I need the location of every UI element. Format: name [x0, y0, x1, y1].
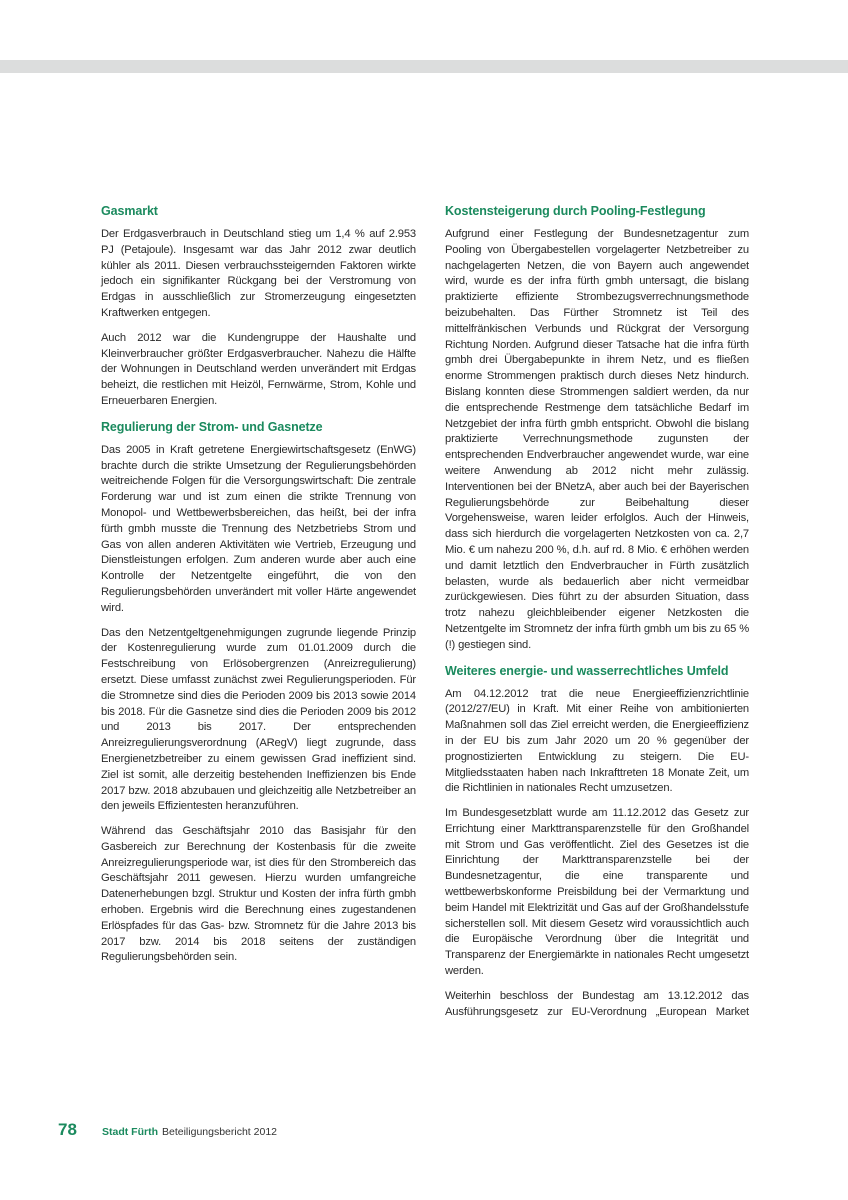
right-column [445, 203, 749, 1029]
footer-report-title: Beteiligungsbericht 2012 [162, 1126, 277, 1138]
section-gasmarkt [101, 203, 416, 410]
page-footer [58, 1120, 277, 1140]
section-umfeld [445, 663, 749, 1021]
section-heading: Kostensteigerung durch Pooling-Festlegung [445, 204, 706, 218]
page-number: 78 [58, 1120, 77, 1139]
section-kostensteigerung [445, 203, 749, 654]
section-heading: Regulierung der Strom- und Gasnetze [101, 419, 323, 434]
paragraph: Während das Geschäftsjahr 2010 das Basisjahr für den Gasbereich zur Berechnung der Kostenbasis für die zweite Anreizregulierungsperiode war, ist dies für den Strombereich das Geschäftsjahr 2011 gewesen. Hierzu wurden umfangreiche Datenerhebungen bzgl. Struktur und Kosten der infra fürth gmbh erhoben. Ergebnis wird die Berechnung eines zugestandenen Erlöspfades für das Gas- bzw. Stromnetz für die Jahre 2013 bis 2017 bzw. 2014 bis 2018 seitens der zuständigen Regulierungsbehörden sein. [101, 825, 416, 964]
paragraph: Weiterhin beschloss der Bundestag am 13.12.2012 das Ausführungsgesetz zur EU-Verordnung „European Market [445, 989, 749, 1018]
paragraph: Am 04.12.2012 trat die neue Energieeffizienzrichtlinie (2012/27/EU) in Kraft. Mit einer Reihe von ambitionierten Maßnahmen soll das Ziel erreicht werden, die Energieeffizienz in der EU bis zum Jahr 2020 um 20 % gegenüber der prognostizierten Entwicklung zu steigern. Die EU-Mitgliedsstaaten haben nach Inkrafttreten 18 Monate Zeit, um die Richtlinien in nationales Recht umzusetzen. [445, 687, 749, 795]
footer-brand: Stadt Fürth [102, 1126, 158, 1138]
paragraph: Im Bundesgesetzblatt wurde am 11.12.2012 das Gesetz zur Errichtung einer Markttransparenzstelle für den Großhandel mit Strom und Gas veröffentlicht. Ziel des Gesetzes ist die Einrichtung der Markttransparenzstelle bei der Bundesnetzagentur, die eine transparente und wettbewerbskonforme Preisbildung bei der Vermarktung und beim Handel mit Elektrizität und Gas auf der Großhandelsstufe sicherstellen soll. Mit diesem Gesetz wird voraussichtlich auch die Europäische Verordnung über die Integrität und Transparenz der Energiemärkte in nationales Recht umgesetzt werden. [445, 807, 749, 978]
paragraph: Das den Netzentgeltgenehmigungen zugrunde liegende Prinzip der Kostenregulierung wurde zum 01.01.2009 durch die Festschreibung von Erlösobergrenzen (Anreizregulierung) ersetzt. Diese umfasst zunächst zwei Regulierungsperioden. Für die Stromnetze sind dies die Perioden 2009 bis 2013 sowie 2014 bis 2018. Für die Gasnetze sind dies die Perioden 2009 bis 2012 und 2013 bis 2017. Der entsprechenden Anreizregulierungsverordnung (ARegV) liegt zugrunde, dass Energienetzbetreiber zu einem gewissen Grad ineffizient sind. Ziel ist somit, alle derzeitig bestehenden Ineffizienzen bis Ende 2017 bzw. 2018 abzubauen und gleichzeitig alle Netzbetreiber an den jeweils Effizientesten heranzuführen. [101, 626, 416, 813]
section-heading: Weiteres energie- und wasserrechtliches Umfeld [445, 663, 729, 678]
paragraph: Der Erdgasverbrauch in Deutschland stieg um 1,4 % auf 2.953 PJ (Petajoule). Insgesamt war das Jahr 2012 zwar deutlich kühler als 2011. Diesen verbrauchssteigernden Faktoren wirkte jedoch ein signifikanter Rückgang bei der Verstromung von Erdgas in ausschließlich zur Stromerzeugung eingesetzten Kraftwerken entgegen. [101, 228, 416, 319]
top-bar [0, 60, 848, 73]
left-column [101, 203, 416, 975]
paragraph: Das 2005 in Kraft getretene Energiewirtschaftsgesetz (EnWG) brachte durch die strikte Umsetzung der Regulierungsbehörden weitreichende Folgen für die Versorgungswirtschaft: Die zentrale Forderung war und ist zum einen die strikte Trennung von Monopol- und Wettbewerbsbereichen, das heißt, bei der infra fürth gmbh musste die Trennung des Netzbetriebs Strom und Gas von allen anderen Aktivitäten wie Vertrieb, Erzeugung und Dienstleistungen erfolgen. Zum anderen wurde aber auch eine Kontrolle der Netzentgelte eingeführt, die von den Regulierungsbehörden unverändert mit voller Härte angewendet wird. [101, 443, 416, 614]
paragraph: Aufgrund einer Festlegung der Bundesnetzagentur zum Pooling von Übergabestellen vorgelagerter Netzbetreiber zu nachgelagerten Netzen, die von Bayern auch angewendet wird, wurde es der infra fürth gmbh untersagt, die bislang praktizierte effiziente Strombezugsverrechnungsmethode beizubehalten. Das Fürther Stromnetz ist Teil des mittelfränkischen Verbunds und Rückgrat der Versorgung Richtung Norden. Aufgrund dieser Tatsache hat die infra fürth gmbh drei Übergabepunkte in ihrem Netz, und es fließen enorme Strommengen praktisch durch dieses Netz hindurch. Bislang konnten diese Strommengen saldiert werden, da nur die entsprechende Restmenge dem tatsächliche Bedarf im Netzgebiet der infra fürth gmbh entspricht. Obwohl die bislang praktizierte Verrechnungsmethode zugunsten der entsprechenden Endverbraucher angewendet wurde, war eine weitere Anwendung ab 2012 nicht mehr zulässig. Interventionen bei der BNetzA, aber auch bei der Bayerischen Regulierungsbehörde zur Beibehaltung dieser Vorgehensweise, waren leider erfolglos. Auch der Hinweis, dass sich hierdurch die vorgelagerten Netzkosten von ca. 2,7 Mio. € um nahezu 200 %, d.h. auf rd. 8 Mio. € erhöhen werden und damit letztlich den Endverbraucher in Fürth zusätzlich belasten, wurde als bedauerlich aber nicht vermeidbar zurückgewiesen. Dies führt zu der absurden Situation, dass trotz nahezu gleichbleibender eigener Netzkosten die Netzentgelte im Stromnetz der infra fürth gmbh um bis zu 65 % (!) gestiegen sind. [445, 228, 749, 651]
section-heading: Gasmarkt [101, 204, 158, 218]
section-regulierung [101, 419, 416, 967]
paragraph: Auch 2012 war die Kundengruppe der Haushalte und Kleinverbraucher größter Erdgasverbraucher. Nahezu die Hälfte der Wohnungen in Deutschland werden unverändert mit Erdgas beheizt, die restlichen mit Heizöl, Fernwärme, Strom, Kohle und Erneuerbaren Energien. [101, 331, 416, 407]
